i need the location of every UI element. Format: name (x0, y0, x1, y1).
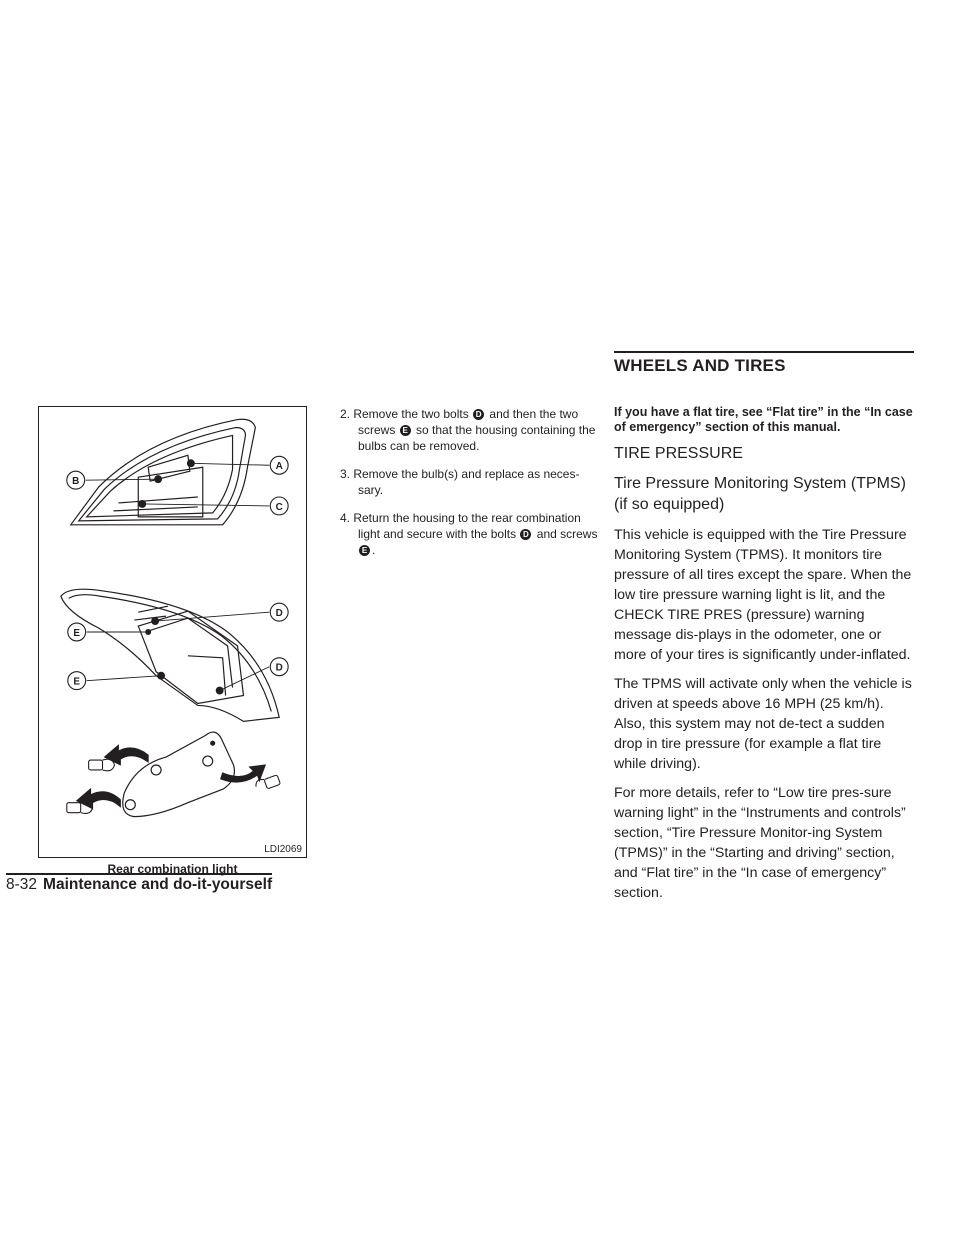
callout-d-lower: D (275, 662, 283, 674)
tpms-paragraph-2: The TPMS will activate only when the vehicle is driven at speeds above 16 MPH (25 km/h). Also, this system may not de-tect a sudden drop in tire pressure (for example a flat tire while driving). (614, 676, 912, 772)
step-2-text-c: so that the housing containing the bulbs can be removed. (358, 423, 596, 453)
tpms-paragraph-1: This vehicle is equipped with the Tire Pressure Monitoring System (TPMS). It monitors tire pressure of all tires except the spare. When the low tire pressure warning light is lit, and the CHECK TIRE PRES (pressure) warning message dis-plays in the odometer, one or more of your tires is significantly under-inflated. (614, 527, 912, 663)
figure-id: LDI2069 (264, 844, 302, 855)
step-4 (340, 510, 602, 558)
callout-e-upper: E (73, 627, 81, 639)
lamp-top-view (71, 419, 256, 525)
screw-e-icon: E (359, 545, 370, 556)
chapter-title: Maintenance and do-it-yourself (43, 876, 273, 893)
bulb-icons (67, 759, 281, 813)
rear-combination-light-diagram (39, 407, 306, 857)
callout-c: C (275, 501, 283, 513)
tire-pressure-heading: TIRE PRESSURE (614, 445, 743, 462)
lamp-top-leaders (86, 463, 270, 506)
callout-d-upper: D (275, 608, 283, 620)
callout-letters (72, 461, 283, 687)
step-2-text-b: and then the two screws (358, 407, 579, 437)
page-footer (6, 873, 272, 894)
callout-a: A (275, 461, 283, 473)
tire-pressure-section (614, 405, 914, 912)
bolt-d-icon: D (520, 529, 531, 540)
tpms-subheading: Tire Pressure Monitoring System (TPMS) (if so equipped) (614, 475, 906, 513)
step-4-text-a: 4. Return the housing to the rear combination light and secure with the bolts (340, 511, 581, 541)
step-2 (340, 406, 602, 454)
figure-caption: Rear combination light (107, 862, 238, 876)
page-number: 8-32 (6, 876, 38, 893)
procedure-steps (340, 406, 602, 570)
tpms-paragraph-3: For more details, refer to “Low tire pres-sure warning light” in the “Instruments and controls” section, “Tire Pressure Monitor-ing System (TPMS)” in the “Starting and driving” section, and “Flat tire” in the “In case of emergency” section. (614, 785, 906, 901)
screw-e-icon: E (400, 425, 411, 436)
step-4-text-c: . (372, 543, 376, 557)
callout-b: B (72, 476, 80, 488)
bolt-d-icon: D (473, 409, 484, 420)
step-4-text-b: and screws (533, 527, 598, 541)
step-3: 3. Remove the bulb(s) and replace as neces-sary. (340, 467, 580, 497)
callout-e-lower: E (73, 676, 81, 688)
flat-tire-note: If you have a flat tire, see “Flat tire” in the “In case of emergency” section of this manual. (614, 405, 913, 434)
bulb-socket-plate (123, 732, 235, 817)
section-header: WHEELS AND TIRES (614, 351, 914, 376)
step-2-text-a: 2. Remove the two bolts (340, 407, 473, 421)
lamp-middle-view (61, 589, 279, 721)
callout-circles (67, 456, 288, 689)
figure-rear-combination-light (38, 406, 307, 858)
